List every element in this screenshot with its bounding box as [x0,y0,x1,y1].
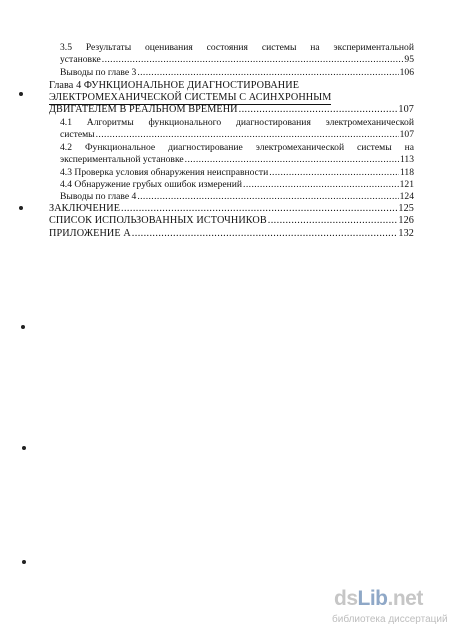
leader-dots [137,67,398,79]
toc-entry-label: ЗАКЛЮЧЕНИЕ [49,203,121,214]
leader-dots [268,215,398,227]
page-number: 118 [399,167,414,178]
page-number: 121 [399,179,414,190]
toc-entry-appendix[interactable] [49,228,414,240]
scan-mark [22,560,26,564]
leader-dots [132,228,398,240]
leader-dots [185,154,399,166]
toc-entry-label: Выводы по главе 3 [60,67,137,78]
toc-chapter-4-line1: Глава 4 ФУНКЦИОНАЛЬНОЕ ДИАГНОСТИРОВАНИЕ [49,80,300,91]
page-number: 106 [399,67,414,78]
toc-entry-3-5-line2: установке [60,54,101,65]
toc-entry-4-1-line2: системы [60,129,95,140]
toc-entry-3-5-line1: 3.5 Результаты оценивания состояния системы на экспериментальной [60,42,414,53]
brand-lib: Lib [357,587,388,610]
toc-entry-4-1-line1: 4.1 Алгоритмы функционального диагностирования электромеханической [60,117,414,128]
toc-entry-label: 4.3 Проверка условия обнаружения неисправности [60,167,269,178]
toc-entry-label: СПИСОК ИСПОЛЬЗОВАННЫХ ИСТОЧНИКОВ [49,215,267,226]
watermark-subtitle: библиотека диссертаций [332,614,448,625]
toc-entry-4-2-line2: экспериментальной установке [60,154,184,165]
scan-mark [21,325,25,329]
page-number: 95 [404,54,414,65]
toc-entry-conclusion[interactable] [49,203,414,215]
page-number: 107 [399,129,414,140]
toc-entry-references[interactable] [49,215,414,227]
toc-entry-3-5[interactable] [60,54,414,66]
toc-entry-conclusions-4[interactable] [60,191,414,203]
toc-entry-conclusions-3[interactable] [60,67,414,79]
toc-entry-label: 4.4 Обнаружение грубых ошибок измерений [60,179,243,190]
page-number: 126 [398,215,414,226]
toc-entry-label: Выводы по главе 4 [60,191,137,202]
page-number: 125 [398,203,414,214]
leader-dots [137,191,398,203]
leader-dots [243,179,399,191]
page-number: 113 [399,154,414,165]
leader-dots [102,54,404,66]
toc-entry-4-2-line1: 4.2 Функциональное диагностирование электромеханической системы на [60,142,414,153]
scan-mark [19,92,23,96]
brand-net: .net [387,587,423,610]
toc-chapter-4-line2: ЭЛЕКТРОМЕХАНИЧЕСКОЙ СИСТЕМЫ С АСИНХРОННЫМ [49,92,332,103]
toc-chapter-4-line3: ДВИГАТЕЛЕМ В РЕАЛЬНОМ ВРЕМЕНИ [49,104,238,115]
toc-entry-4-4[interactable] [60,179,414,191]
leader-dots [96,129,399,141]
toc-entry-label: ПРИЛОЖЕНИЕ А [49,228,131,239]
page-number: 107 [398,104,414,115]
page-number: 132 [398,228,414,239]
toc-chapter-4[interactable] [49,104,414,116]
page-number: 124 [399,191,414,202]
leader-dots [239,104,398,116]
toc-entry-4-3[interactable] [60,167,414,179]
toc-entry-4-2[interactable] [60,154,414,166]
watermark-logo [332,587,448,631]
scan-mark [19,206,23,210]
leader-dots [121,203,397,215]
brand-ds: ds [334,587,358,610]
toc-entry-4-1[interactable] [60,129,414,141]
scan-mark [22,446,26,450]
leader-dots [269,167,399,179]
watermark-brand [334,587,423,611]
